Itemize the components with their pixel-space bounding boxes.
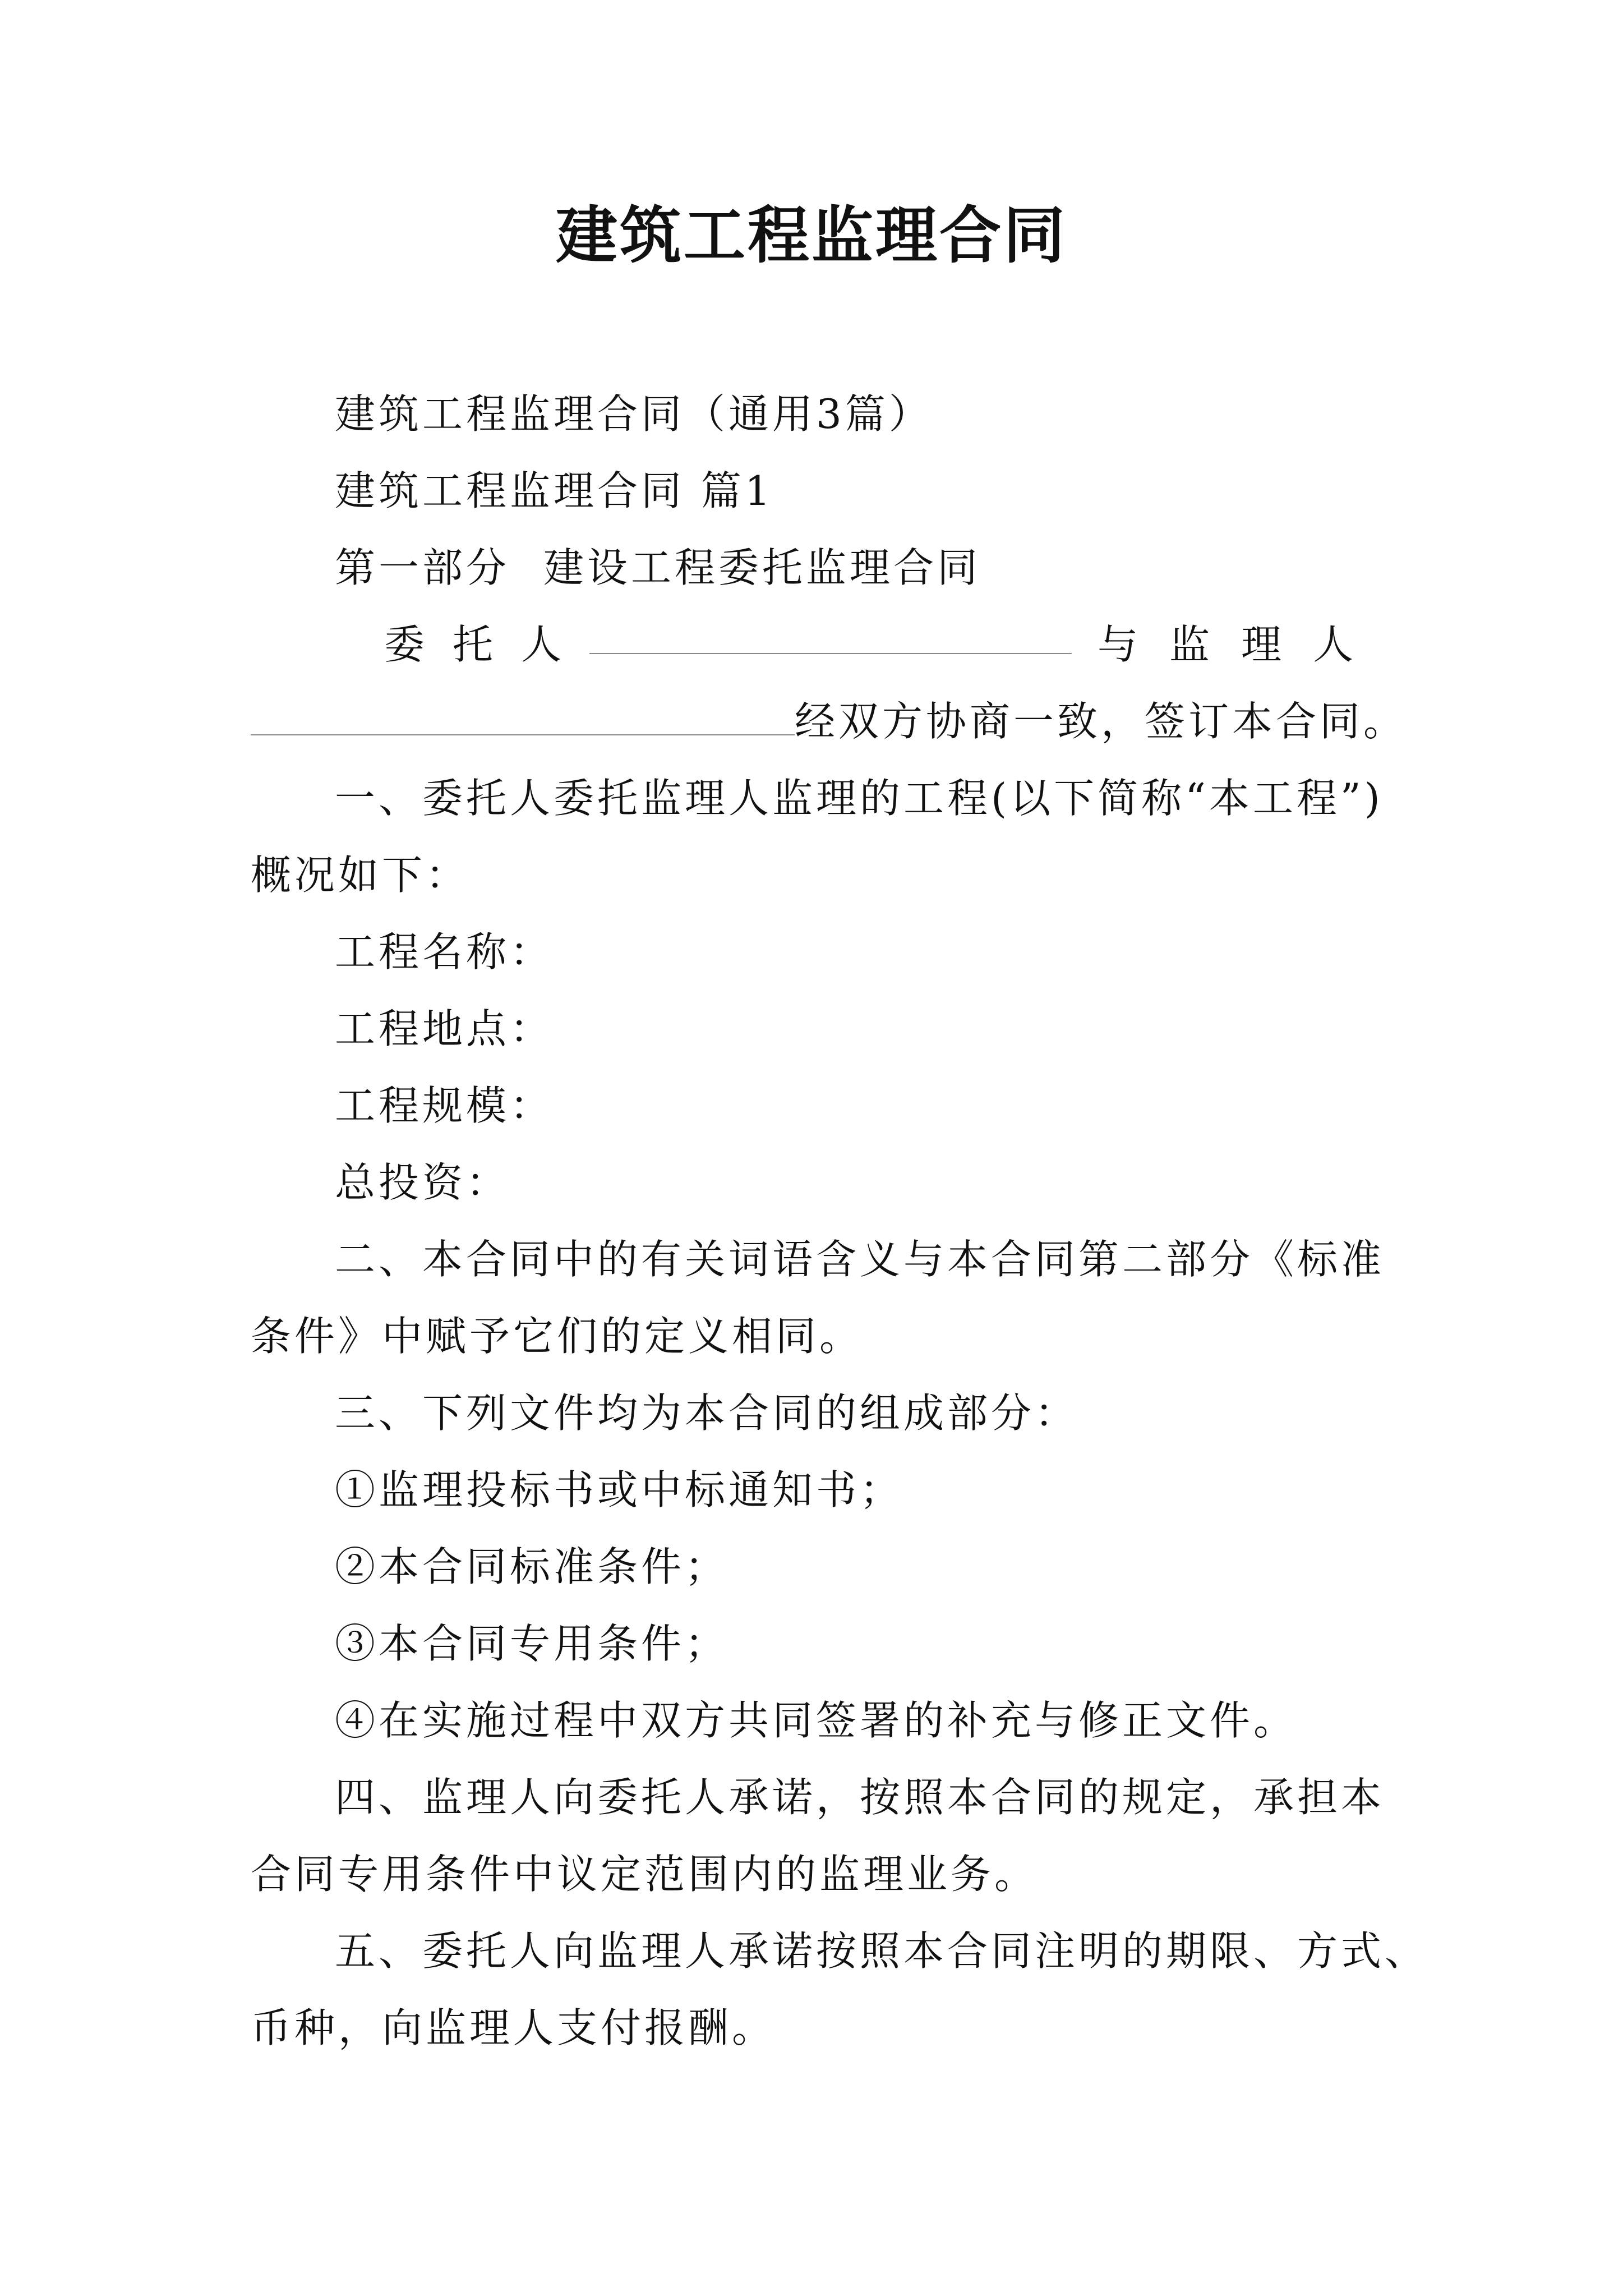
- field-project-scale: 工程规模：: [335, 1082, 554, 1129]
- document-item-3: ③本合同专用条件；: [335, 1620, 729, 1667]
- agreement-text: 经双方协商一致，签订本合同。: [795, 698, 1408, 745]
- clause-1-line-2: 概况如下：: [251, 852, 470, 899]
- supervisor-label: 与监理人: [1098, 621, 1385, 668]
- clause-2-line-1: 二、本合同中的有关词语含义与本合同第二部分《标准: [335, 1236, 1385, 1283]
- document-item-2: ②本合同标准条件；: [335, 1543, 729, 1590]
- clause-5-line-2: 币种，向监理人支付报酬。: [251, 2004, 776, 2051]
- clause-1-line-1: 一、委托人委托监理人监理的工程(以下简称“本工程”): [335, 775, 1384, 822]
- clause-4-line-1: 四、监理人向委托人承诺，按照本合同的规定，承担本: [335, 1774, 1385, 1821]
- field-project-location: 工程地点：: [335, 1005, 554, 1052]
- document-title: 建筑工程监理合同: [556, 199, 1067, 272]
- section-heading: 建筑工程监理合同 篇1: [335, 467, 774, 514]
- part-title: 建设工程委托监理合同: [543, 544, 981, 591]
- clause-2-line-2: 条件》中赋予它们的定义相同。: [251, 1313, 864, 1360]
- principal-blank[interactable]: [589, 636, 1072, 654]
- field-total-investment: 总投资：: [335, 1159, 510, 1206]
- subtitle: 建筑工程监理合同（通用3篇）: [335, 390, 933, 438]
- document-body: [251, 376, 1440, 2067]
- document-item-4: ④在实施过程中双方共同签署的补充与修正文件。: [335, 1697, 1298, 1744]
- clause-3: 三、下列文件均为本合同的组成部分：: [335, 1389, 1079, 1437]
- part-label: 第一部分: [335, 544, 510, 591]
- document-item-1: ①监理投标书或中标通知书；: [335, 1466, 904, 1513]
- agreement-line: [251, 683, 1440, 760]
- clause-4-line-2: 合同专用条件中议定范围内的监理业务。: [251, 1851, 1039, 1898]
- principal-label: 委托人: [384, 621, 590, 668]
- supervisor-blank[interactable]: [251, 717, 795, 735]
- part-heading: [251, 530, 1440, 606]
- field-project-name: 工程名称：: [335, 928, 554, 976]
- clause-5-line-1: 五、委托人向监理人承诺按照本合同注明的期限、方式、: [335, 1927, 1429, 1975]
- party-line: [251, 606, 1440, 683]
